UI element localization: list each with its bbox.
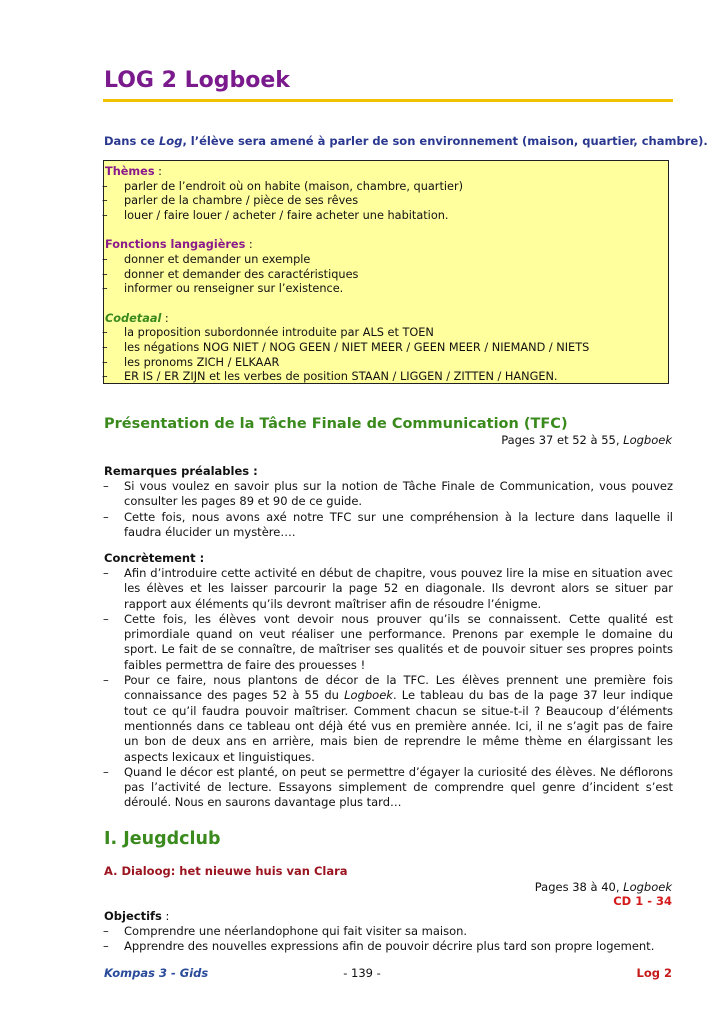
codetaal-heading: Codetaal : — [105, 311, 169, 325]
dialog-subheading: A. Dialoog: het nieuwe huis van Clara — [104, 864, 348, 878]
cd-track-reference: CD 1 - 34 — [613, 894, 672, 908]
remarques-list — [103, 479, 673, 540]
list-item: – la proposition subordonnée introduite par ALS et TOEN — [102, 326, 434, 340]
fonctions-heading: Fonctions langagières : — [105, 238, 253, 252]
list-item: – parler de l’endroit où on habite (maison, chambre, quartier) — [102, 179, 464, 193]
themes-list — [104, 180, 668, 224]
list-item: – les négations NOG NIET / NOG GEEN / NIET MEER / GEEN MEER / NIEMAND / NIETS — [102, 341, 590, 355]
list-item: – Afin d’introduire cette activité en début de chapitre, vous pouvez lire la mise en situation avec les élèves et les laisser parcourir la page 52 en diagonale. Ils devront alors se situer par rapport aux éléments qu’ils devront maîtriser afin de résoudre l’énigme. — [103, 566, 673, 611]
list-item: – Si vous voulez en savoir plus sur la notion de Tâche Finale de Communication, vous pouvez consulter les pages 89 et 90 de ce guide. — [103, 479, 673, 509]
list-item: – donner et demander un exemple — [102, 253, 311, 267]
list-item: – louer / faire louer / acheter / faire acheter une habitation. — [102, 209, 449, 223]
fonctions-list — [104, 253, 668, 297]
themes-heading: Thèmes : — [105, 165, 162, 178]
list-item: – informer ou renseigner sur l’existence. — [102, 282, 344, 296]
list-item: – parler de la chambre / pièce de ses rêves — [102, 194, 359, 208]
list-item: – Pour ce faire, nous plantons de décor de la TFC. Les élèves prennent une première fois connaissance des pages 52 à 55 du Logboek. Le tableau du bas de la page 37 leur indique tout ce qu’il faudra pouvoir maîtriser. Comment chacun se situe-t-il ? Beaucoup d’éléments mentionnés dans ce tableau ont déjà été vus en première année. Ici, il ne s’agit pas de faire un bon de deux ans en arrière, mais bien de reprendre le même thème en élargissant les aspects lexicaux et linguistiques. — [103, 673, 673, 764]
list-item: – Cette fois, les élèves vont devoir nous prouver qu’ils se connaissent. Cette qualité est primordiale quand on veut réaliser une performance. Prenons par exemple le domaine du sport. Le fait de se connaître, de maîtriser ses qualités et de pouvoir situer ses propres points faibles permettra de faire des prouesses ! — [103, 611, 673, 672]
footer-chapter: Log 2 — [636, 966, 672, 980]
list-item: – ER IS / ER ZIJN et les verbes de position STAAN / LIGGEN / ZITTEN / HANGEN. — [102, 370, 558, 384]
list-item: – donner et demander des caractéristiques — [102, 267, 359, 281]
section-heading: I. Jeugdclub — [104, 829, 221, 849]
intro-sentence: Dans ce Log, l’élève sera amené à parler de son environnement (maison, quartier, chambre). — [104, 134, 708, 148]
concretement-list — [103, 566, 673, 811]
codetaal-list — [104, 326, 668, 385]
dialog-pages-reference: Pages 38 à 40, Logboek — [534, 880, 672, 894]
footer-book-title: Kompas 3 - Gids — [104, 966, 209, 980]
list-item: – Cette fois, nous avons axé notre TFC sur une compréhension à la lecture dans laquelle il faudra élucider un mystère…. — [103, 509, 673, 539]
page-title: LOG 2 Logboek — [104, 68, 290, 93]
concretement-heading: Concrètement : — [104, 551, 205, 565]
objectives-box — [103, 160, 669, 384]
tfc-heading: Présentation de la Tâche Finale de Communication (TFC) — [104, 416, 568, 432]
list-item: – Quand le décor est planté, on peut se permettre d’égayer la curiosité des élèves. Ne déflorons pas l’activité de lecture. Essayons simplement de comprendre quel genre d’incident s’est déroulé. Nous en saurons davantage plus tard… — [103, 764, 673, 810]
remarques-heading: Remarques préalables : — [104, 464, 258, 478]
tfc-pages-reference: Pages 37 et 52 à 55, Logboek — [501, 433, 672, 447]
list-item: – Comprendre une néerlandophone qui fait visiter sa maison. — [103, 924, 468, 938]
list-item: – Apprendre des nouvelles expressions afin de pouvoir décrire plus tard son propre logement. — [103, 939, 655, 954]
objectifs-heading: Objectifs : — [104, 909, 170, 923]
footer-page-number: - 139 - — [343, 966, 381, 980]
title-underline — [103, 99, 673, 102]
objectifs-list — [103, 924, 673, 955]
list-item: – les pronoms ZICH / ELKAAR — [102, 355, 280, 369]
